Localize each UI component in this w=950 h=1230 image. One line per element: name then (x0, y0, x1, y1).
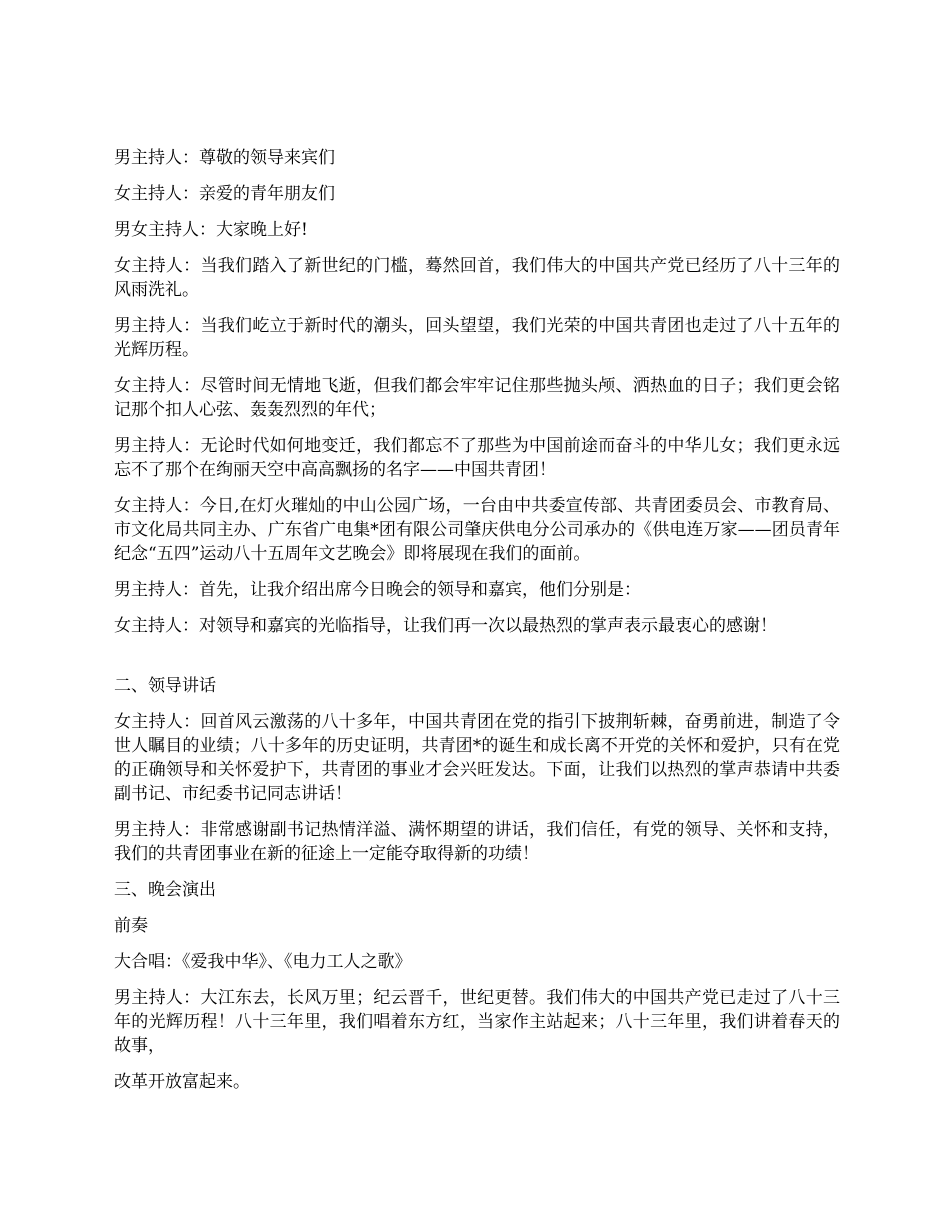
host-line-male-youth: 男主持人：无论时代如何地变迁，我们都忘不了那些为中国前途而奋斗的中华儿女；我们更永远忘不了那个在绚丽天空中高高飘扬的名字——中国共青团！ (114, 436, 840, 480)
section-spacer (114, 650, 840, 674)
host-line-female-invite: 女主持人：回首风云激荡的八十多年，中国共青团在党的指引下披荆斩棘，奋勇前进，制造了令世人瞩目的业绩；八十多年的历史证明，共青团*的诞生和成长离不开党的关怀和爱护，只有在党的正确领导和关怀爱护下，共青团的事业才会兴旺发达。下面，让我们以热烈的掌声恭请中共委副书记、市纪委书记同志讲话！ (114, 712, 840, 804)
host-line-male-greeting: 男主持人：尊敬的领导来宾们 (114, 148, 335, 168)
program-item-chorus: 大合唱：《爱我中华》、《电力工人之歌》 (114, 952, 412, 972)
host-line-female-thanks: 女主持人：对领导和嘉宾的光临指导，让我们再一次以最热烈的掌声表示最衷心的感谢！ (114, 616, 777, 636)
host-line-male-league: 男主持人：当我们屹立于新时代的潮头，回头望望，我们光荣的中国共青团也走过了八十五年的光辉历程。 (114, 316, 840, 360)
section-heading-performance: 三、晚会演出 (114, 880, 216, 900)
document-body (114, 146, 840, 1106)
host-line-male-river: 男主持人：大江东去，长风万里；纪云晋千，世纪更替。我们伟大的中国共产党已走过了八十三年的光辉历程！八十三年里，我们唱着东方红，当家作主站起来；八十三年里，我们讲着春天的故事， (114, 988, 840, 1056)
host-line-female-memory: 女主持人：尽管时间无情地飞逝，但我们都会牢牢记住那些抛头颅、洒热血的日子；我们更会铭记那个扣人心弦、轰轰烈烈的年代； (114, 376, 840, 420)
host-line-male-thanks-speech: 男主持人：非常感谢副书记热情洋溢、满怀期望的讲话，我们信任，有党的领导、关怀和支持，我们的共青团事业在新的征途上一定能夺取得新的功绩！ (114, 820, 840, 864)
program-item-prelude: 前奏 (114, 916, 148, 936)
host-line-male-guests: 男主持人：首先，让我介绍出席今日晚会的领导和嘉宾，他们分别是： (114, 580, 641, 600)
continuation-line: 改革开放富起来。 (114, 1072, 250, 1092)
host-line-female-event: 女主持人：今日,在灯火璀灿的中山公园广场，一台由中共委宣传部、共青团委员会、市教育局、市文化局共同主办、广东省广电集*团有限公司肇庆供电分公司承办的《供电连万家——团员青年纪念“五四”运动八十五周年文艺晚会》即将展现在我们的面前。 (114, 496, 840, 564)
section-heading-leader-speech: 二、领导讲话 (114, 676, 216, 696)
host-line-female-greeting: 女主持人：亲爱的青年朋友们 (114, 184, 335, 204)
host-line-female-party: 女主持人：当我们踏入了新世纪的门槛，蓦然回首，我们伟大的中国共产党已经历了八十三年的风雨洗礼。 (114, 256, 840, 300)
host-line-both-greeting: 男女主持人：大家晚上好! (114, 220, 308, 240)
